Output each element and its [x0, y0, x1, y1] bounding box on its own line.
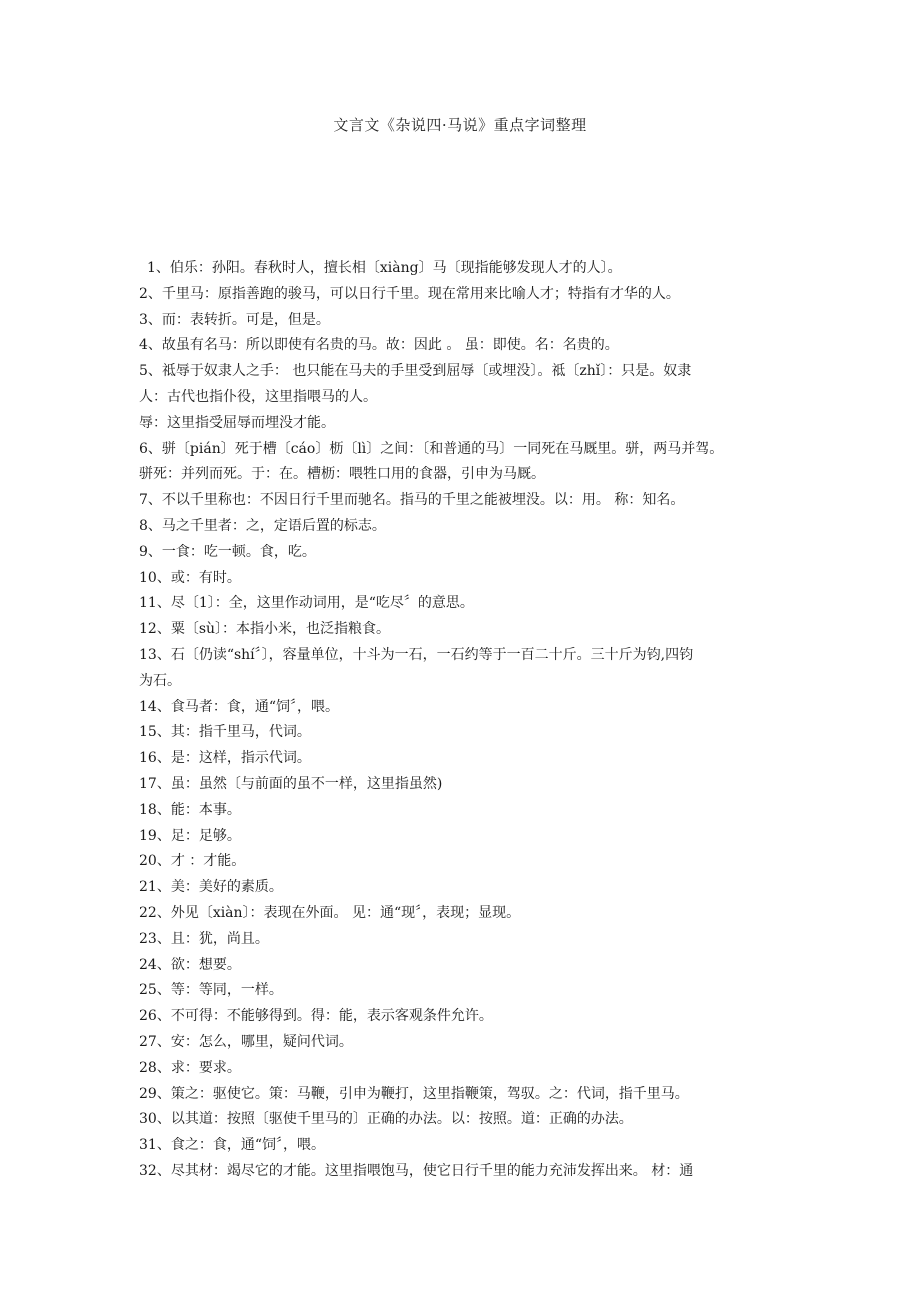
list-item-continuation: 骈死：并列而死。于：在。槽枥：喂牲口用的食器，引申为马厩。 [139, 466, 545, 483]
list-item-continuation: 为石。 [139, 672, 181, 689]
list-item: 11、尽〔1〕：全，这里作动词用，是“吃尽〞的意思。 [139, 595, 474, 612]
list-item: 31、食之：食，通“饲〞，喂。 [139, 1137, 325, 1154]
document-title: 文言文《杂说四·马说》重点字词整理 [333, 116, 587, 134]
list-item: 29、策之：驱使它。策：马鞭，引申为鞭打，这里指鞭策，驾驭。之：代词，指千里马。 [139, 1085, 689, 1102]
list-item: 13、石〔仍读“shí〞〕，容量单位，十斗为一石，一石约等于一百二十斤。三十斤为钧,四钧 [139, 646, 694, 663]
list-item: 19、足：足够。 [139, 827, 241, 844]
list-item: 7、不以千里称也：不因日行千里而驰名。指马的千里之能被埋没。以：用。 称：知名。 [139, 492, 685, 509]
list-item: 20、才 ：才能。 [139, 853, 246, 870]
list-item: 27、安：怎么，哪里，疑问代词。 [139, 1033, 353, 1050]
list-item: 5、祗辱于奴隶人之手： 也只能在马夫的手里受到屈辱〔或埋没〕。祗〔zhǐ〕：只是。奴隶 [139, 363, 692, 380]
list-item: 4、故虽有名马：所以即使有名贵的马。故：因此 。 虽：即使。名：名贵的。 [139, 337, 619, 354]
list-item: 2、千里马：原指善跑的骏马，可以日行千里。现在常用来比喻人才；特指有才华的人。 [139, 285, 680, 302]
list-item: 17、虽：虽然〔与前面的虽不一样，这里指虽然) [139, 775, 443, 792]
list-item-continuation: 人：古代也指仆役，这里指喂马的人。 [139, 388, 377, 405]
list-item-continuation: 辱：这里指受屈辱而埋没才能。 [139, 414, 335, 431]
list-item: 9、一食：吃一顿。食，吃。 [139, 543, 316, 560]
list-item: 16、是：这样，指示代词。 [139, 750, 311, 767]
list-item: 26、不可得：不能够得到。得：能，表示客观条件允许。 [139, 1008, 493, 1025]
list-item: 8、马之千里者：之，定语后置的标志。 [139, 517, 386, 534]
list-item: 3、而：表转折。可是，但是。 [139, 311, 330, 328]
list-item: 21、美：美好的素质。 [139, 879, 283, 896]
list-item: 23、且：犹，尚且。 [139, 930, 269, 947]
list-item: 32、尽其材：竭尽它的才能。这里指喂饱马，使它日行千里的能力充沛发挥出来。 材：通 [139, 1162, 694, 1179]
list-item: 15、其：指千里马，代词。 [139, 724, 311, 741]
list-item: 6、骈〔pián〕死于槽〔cáo〕枥〔lì〕之间：〔和普通的马〕一同死在马厩里。骈，两马并驾。 [139, 440, 724, 457]
list-item: 18、能：本事。 [139, 801, 241, 818]
list-item: 14、食马者：食，通“饲〞，喂。 [139, 698, 339, 715]
list-item: 24、欲：想要。 [139, 956, 241, 973]
vocabulary-list [139, 256, 799, 1185]
list-item: 25、等：等同，一样。 [139, 982, 283, 999]
list-item: 10、或：有时。 [139, 569, 241, 586]
list-item: 22、外见〔xiàn〕：表现在外面。 见：通“现〞，表现；显现。 [139, 904, 521, 921]
list-item: 1、伯乐：孙阳。春秋时人，擅长相〔xiàng〕马〔现指能够发现人才的人〕。 [147, 260, 622, 276]
list-item: 12、粟〔sù〕：本指小米，也泛指粮食。 [139, 621, 391, 638]
list-item: 28、求：要求。 [139, 1059, 241, 1076]
list-item: 30、以其道：按照〔驱使千里马的〕正确的办法。以：按照。道：正确的办法。 [139, 1111, 633, 1128]
